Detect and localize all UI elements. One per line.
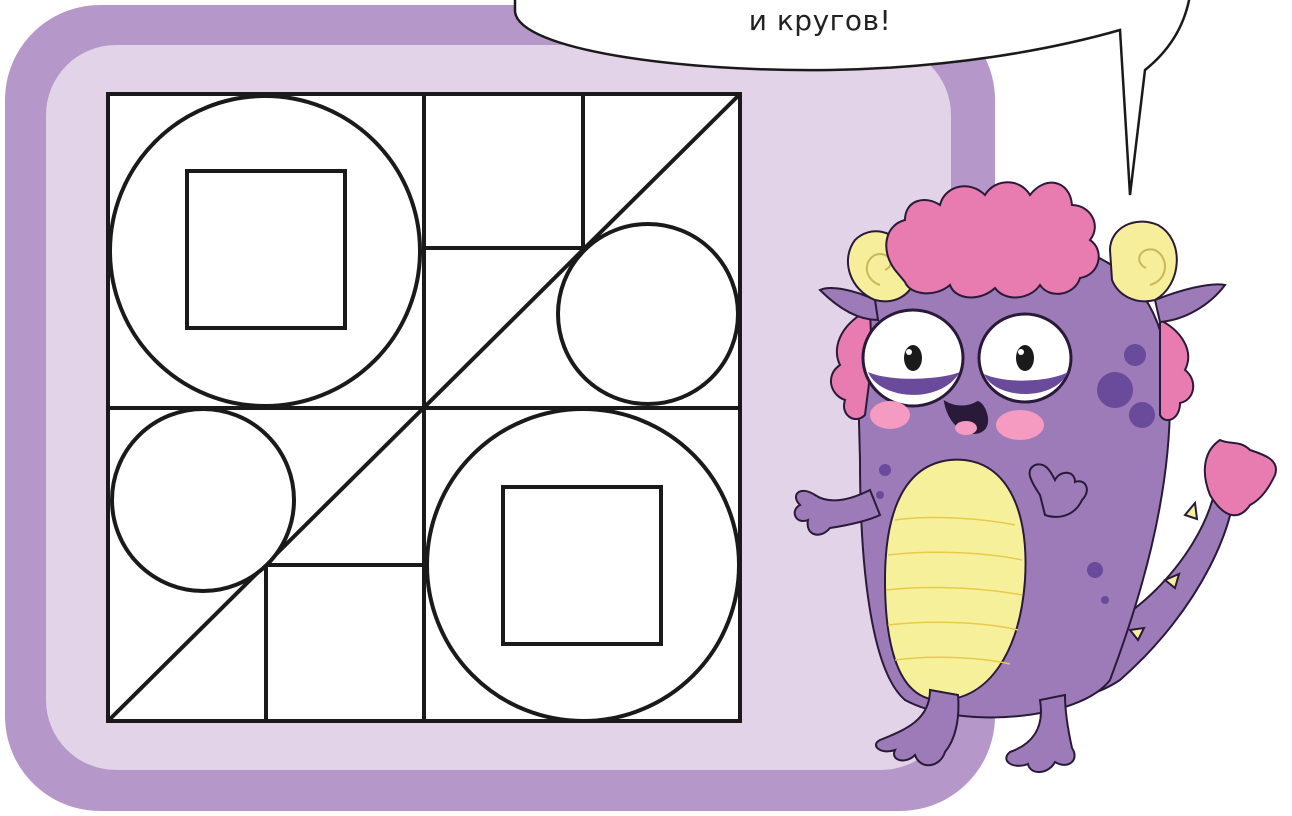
monster-right-eye-icon — [979, 314, 1071, 402]
monster-left-eye-icon — [863, 310, 963, 406]
geometric-puzzle — [108, 94, 740, 721]
circle-bottom-left-small — [112, 409, 294, 591]
square-in-bottom-right-circle — [503, 487, 661, 644]
tail-tuft — [1205, 440, 1276, 515]
monster-right-horn-icon — [1110, 222, 1177, 302]
circle-top-right-small — [558, 224, 738, 404]
speech-bubble-text: и кругов! — [748, 4, 892, 37]
monster-hair-right — [1160, 320, 1193, 420]
monster-left-cheek — [870, 401, 910, 429]
monster-right-cheek — [996, 410, 1044, 440]
square-in-top-left-circle — [187, 171, 345, 328]
